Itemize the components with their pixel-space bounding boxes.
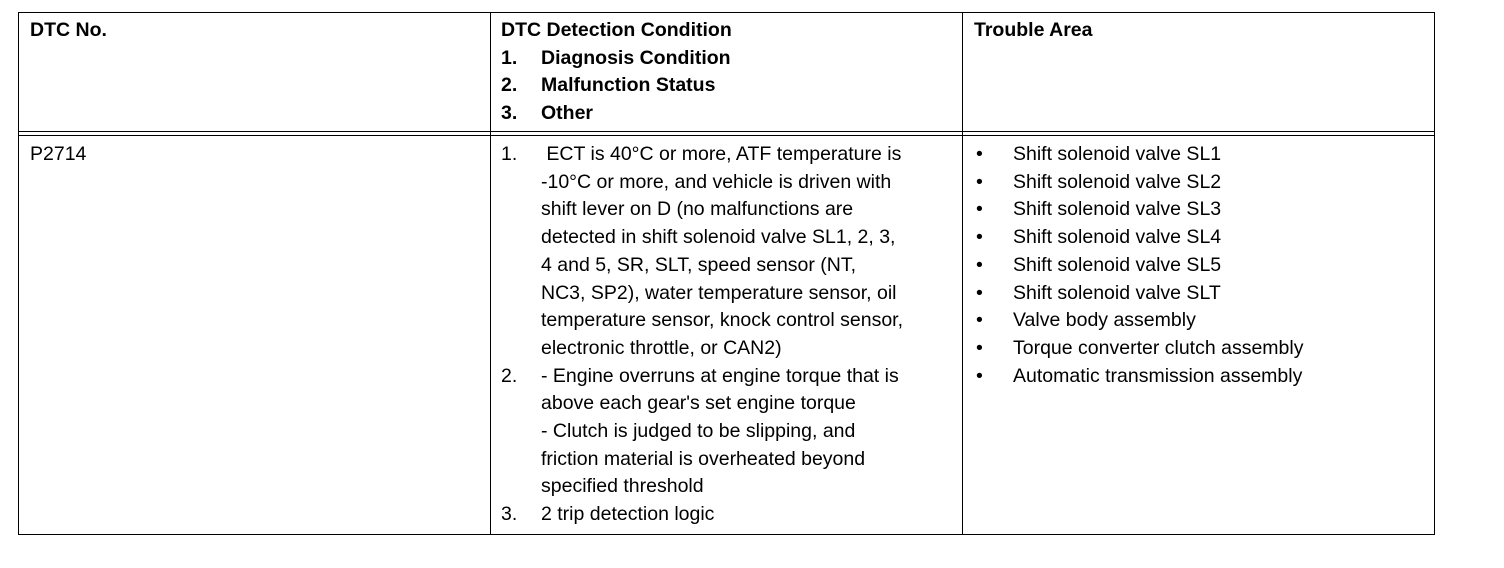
trouble-area-item [974, 224, 1303, 252]
condition-line: shift lever on D (no malfunctions are [541, 198, 854, 221]
condition-line: - Clutch is judged to be slipping, and [541, 420, 856, 443]
trouble-area-item [974, 169, 1303, 197]
bullet-icon: • [976, 143, 983, 165]
condition-line: -10°C or more, and vehicle is driven with [541, 170, 892, 193]
header-separator [19, 131, 1434, 136]
bullet-icon: • [976, 226, 983, 249]
bullet-icon: • [976, 336, 983, 359]
condition-line: 2 trip detection logic [541, 503, 715, 526]
trouble-area-item [974, 141, 1303, 169]
bullet-icon: • [976, 253, 983, 276]
condition-line: specified threshold [541, 475, 704, 498]
condition-number: 2. [501, 364, 518, 387]
trouble-area-item [974, 252, 1303, 280]
column-divider [490, 13, 491, 534]
header-detection-condition [501, 17, 732, 128]
header-dtc-no [30, 17, 107, 45]
condition-line: ECT is 40°C or more, ATF temperature is [541, 143, 902, 165]
dtc-code: P2714 [30, 143, 87, 165]
bullet-icon: • [976, 170, 983, 193]
trouble-area-text: Shift solenoid valve SLT [1013, 281, 1221, 304]
header-sub-item [501, 45, 732, 73]
condition-line: temperature sensor, knock control sensor, [541, 309, 904, 332]
dtc-code-cell [30, 141, 86, 169]
trouble-area-item [974, 196, 1303, 224]
trouble-area-item [974, 280, 1303, 308]
condition-line: 4 and 5, SR, SLT, speed sensor (NT, [541, 253, 857, 276]
trouble-area-text: Shift solenoid valve SL1 [1013, 143, 1222, 165]
trouble-area-text: Automatic transmission assembly [1013, 364, 1303, 387]
condition-line: NC3, SP2), water temperature sensor, oil [541, 281, 897, 304]
condition-line: electronic throttle, or CAN2) [541, 336, 782, 359]
condition-item [501, 363, 961, 502]
header-sub-item-label: Other [541, 102, 594, 125]
trouble-area-item [974, 335, 1303, 363]
header-sub-item-label: Malfunction Status [541, 74, 716, 97]
trouble-area-text: Shift solenoid valve SL4 [1013, 226, 1222, 249]
condition-line: detected in shift solenoid valve SL1, 2, 3, [541, 226, 896, 249]
condition-line: friction material is overheated beyond [541, 447, 866, 470]
detection-condition-cell [501, 141, 961, 529]
header-dtc-no-label: DTC No. [30, 19, 107, 41]
trouble-area-text: Valve body assembly [1013, 309, 1196, 332]
bullet-icon: • [976, 281, 983, 304]
condition-line: - Engine overruns at engine torque that is [541, 364, 899, 387]
condition-item [501, 501, 961, 529]
header-trouble-area [974, 17, 1092, 45]
condition-line: above each gear's set engine torque [541, 392, 856, 415]
header-sub-item-label: Diagnosis Condition [541, 46, 731, 69]
trouble-area-text: Shift solenoid valve SL3 [1013, 198, 1222, 221]
trouble-area-text: Shift solenoid valve SL5 [1013, 253, 1222, 276]
trouble-area-item [974, 307, 1303, 335]
column-divider [962, 13, 963, 534]
trouble-area-text: Shift solenoid valve SL2 [1013, 170, 1222, 193]
header-detection-condition-label: DTC Detection Condition [501, 19, 732, 41]
header-sub-item [501, 100, 732, 128]
header-sub-item-number: 1. [501, 46, 518, 69]
trouble-area-cell [974, 141, 1303, 390]
dtc-table [18, 12, 1435, 535]
bullet-icon: • [976, 309, 983, 332]
trouble-area-item [974, 363, 1303, 391]
bullet-icon: • [976, 364, 983, 387]
header-sub-item-number: 2. [501, 74, 518, 97]
header-sub-item [501, 72, 732, 100]
trouble-area-text: Torque converter clutch assembly [1013, 336, 1304, 359]
bullet-icon: • [976, 198, 983, 221]
header-trouble-area-label: Trouble Area [974, 19, 1093, 41]
header-sub-item-number: 3. [501, 102, 518, 125]
condition-number: 3. [501, 503, 518, 526]
condition-number: 1. [501, 143, 518, 165]
condition-item [501, 141, 961, 363]
